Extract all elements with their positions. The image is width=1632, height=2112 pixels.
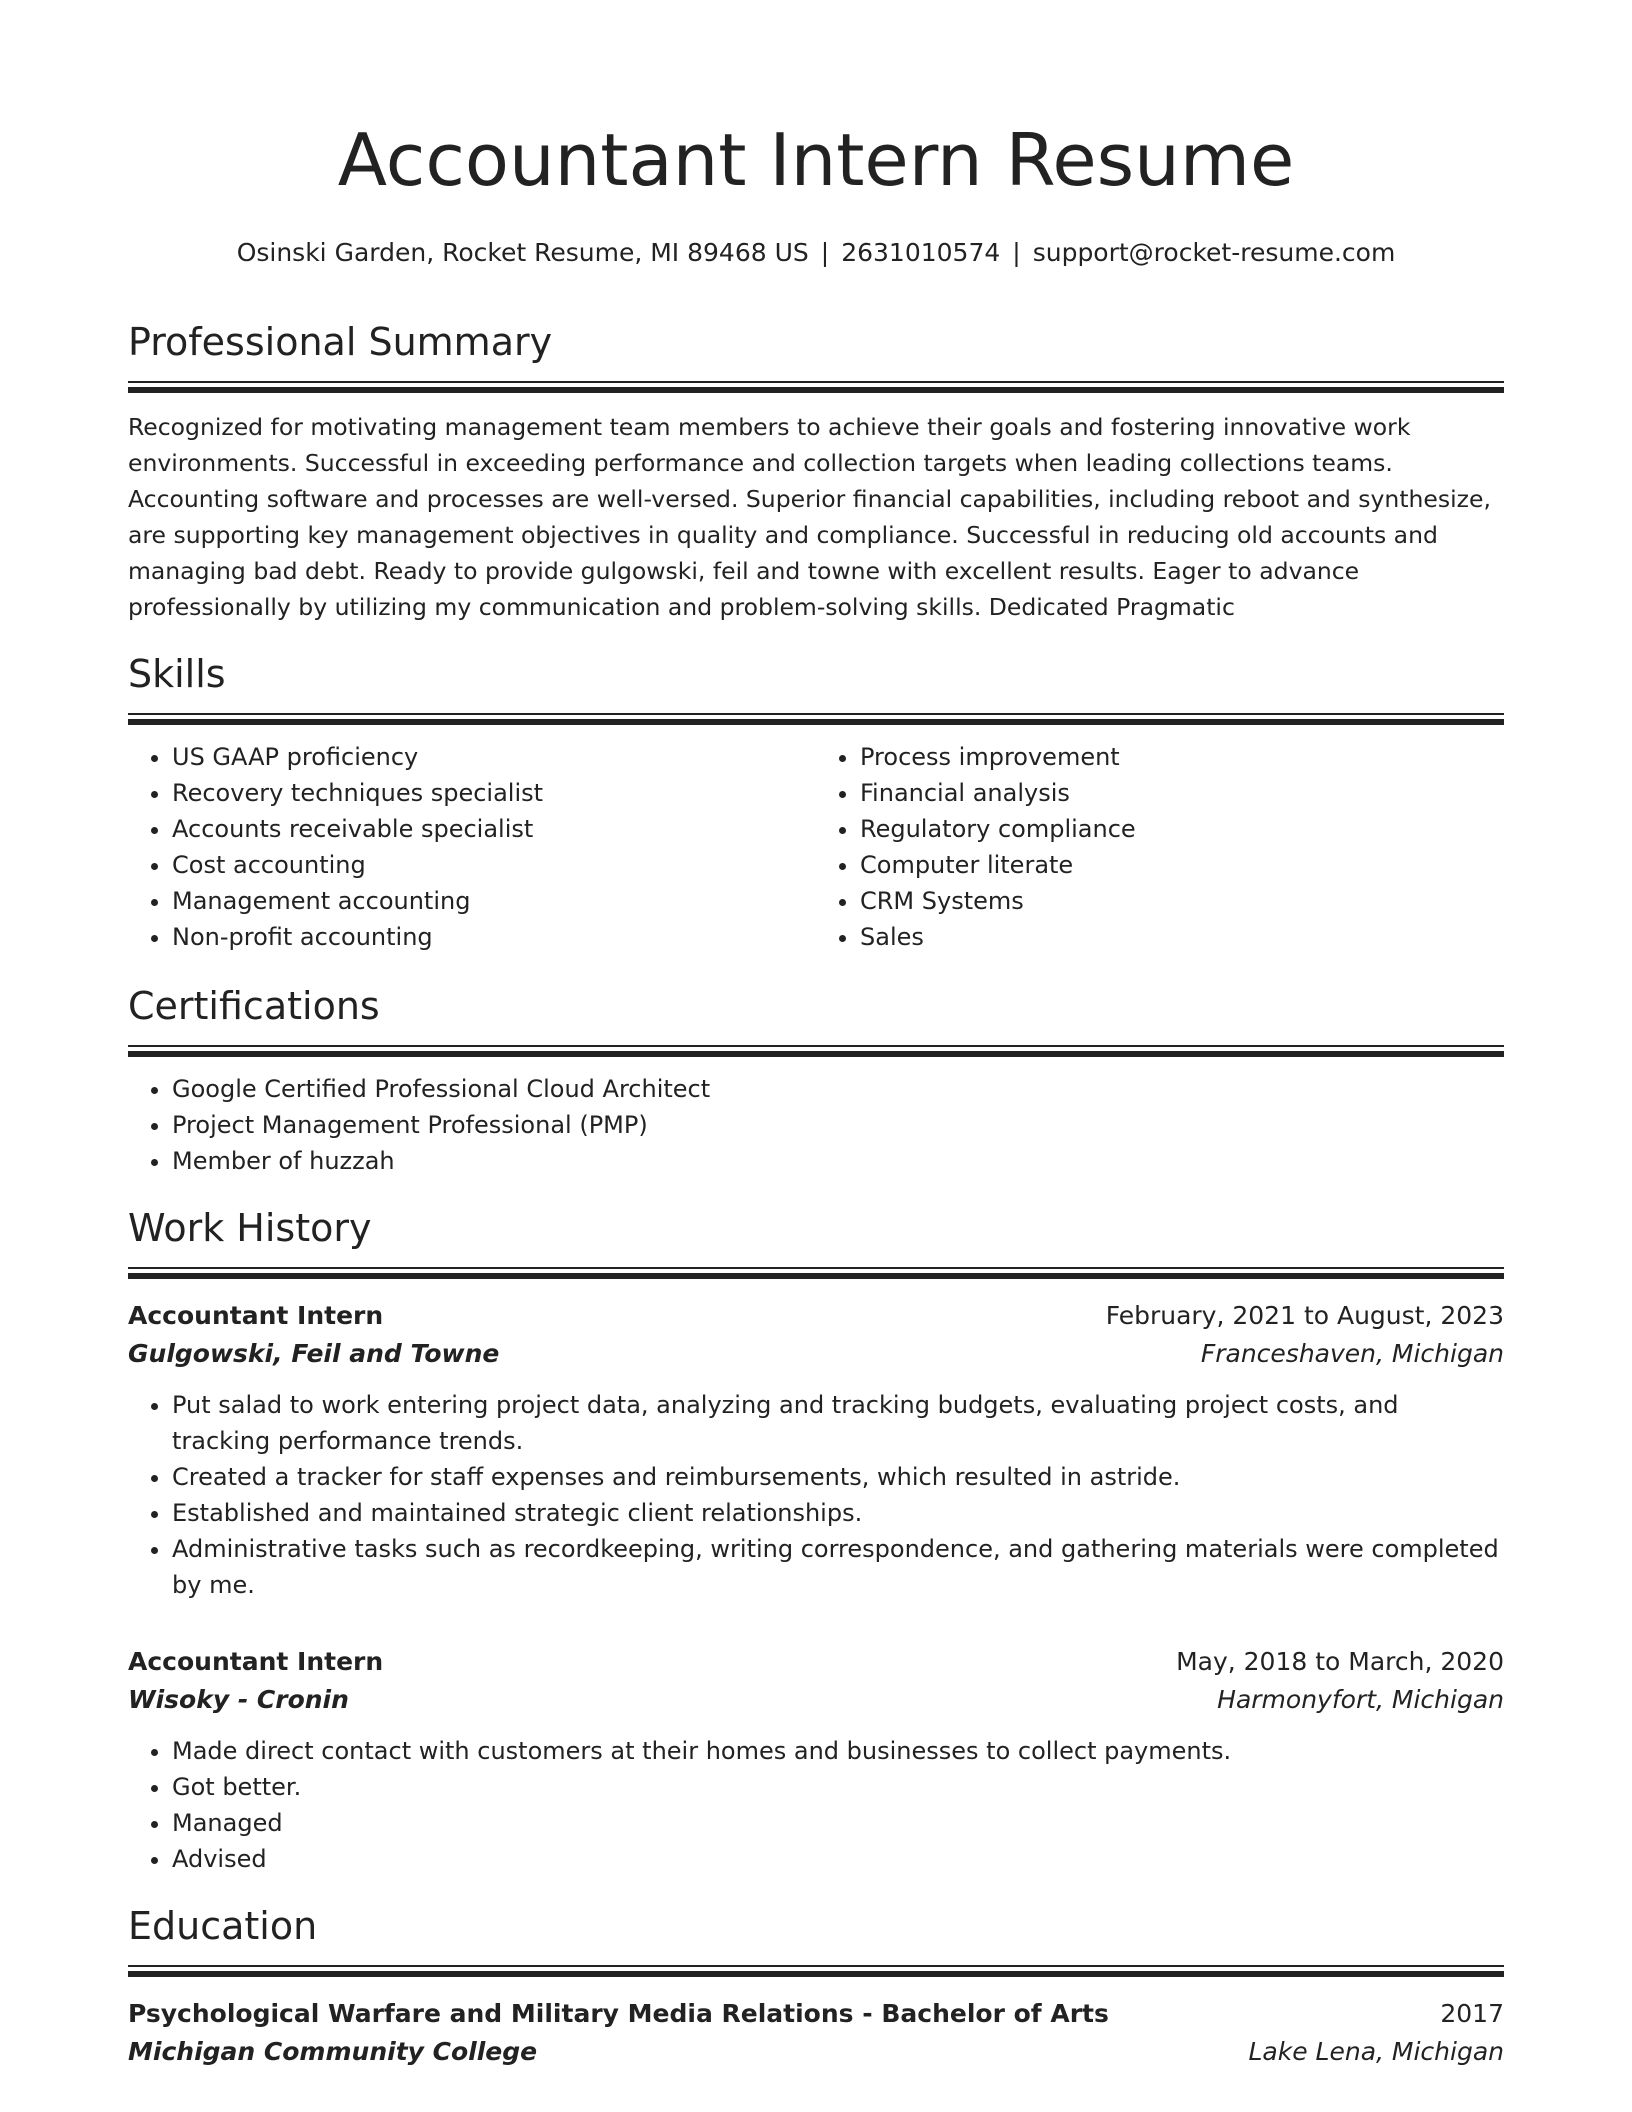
education-degree: Psychological Warfare and Military Media Relations - Bachelor of Arts xyxy=(128,1999,1109,2028)
skills-heading: Skills xyxy=(128,652,226,696)
skills-section xyxy=(128,651,1504,955)
education-subheader xyxy=(128,2033,1504,2071)
resume-title: Accountant Intern Resume xyxy=(337,118,1295,202)
job-entry xyxy=(128,1297,1504,1603)
skill-item: • Management accounting xyxy=(172,883,816,919)
skill-item: • Cost accounting xyxy=(172,847,816,883)
contact-separator: | xyxy=(1012,238,1021,267)
skill-item: • Regulatory compliance xyxy=(860,811,1504,847)
education-location: Lake Lena, Michigan xyxy=(1248,2037,1504,2066)
education-year: 2017 xyxy=(1440,1999,1504,2028)
summary-text: Recognized for motivating management team members to achieve their goals and fostering innovative work environments. Successful in exceeding performance and collection targets when leading collections teams. Accounting software and processes are well-versed. Superior financial capabilities, including reboot and synthesize, are supporting key management objectives in quality and compliance. Successful in reducing old accounts and managing bad debt. Ready to provide gulgowski, feil and towne with excellent results. Eager to advance professionally by utilizing my communication and problem-solving skills. Dedicated Pragmatic xyxy=(128,413,1491,621)
skills-columns xyxy=(128,725,1504,955)
certifications-section xyxy=(128,983,1504,1179)
job-dates: May, 2018 to March, 2020 xyxy=(1176,1647,1504,1676)
skill-item: • Recovery techniques specialist xyxy=(172,775,816,811)
job-bullets xyxy=(128,1733,1504,1877)
certification-item: • Member of huzzah xyxy=(172,1143,1504,1179)
education-entry xyxy=(128,1995,1504,2071)
job-entry xyxy=(128,1643,1504,1877)
job-bullet: • Managed xyxy=(172,1805,1504,1841)
contact-line xyxy=(128,238,1504,267)
certifications-list xyxy=(128,1071,1504,1179)
summary-section xyxy=(128,319,1504,625)
job-subheader xyxy=(128,1335,1504,1373)
skills-list-left xyxy=(128,739,816,955)
skill-item: • CRM Systems xyxy=(860,883,1504,919)
skill-item: • Accounts receivable specialist xyxy=(172,811,816,847)
job-company: Gulgowski, Feil and Towne xyxy=(128,1339,500,1368)
section-divider xyxy=(128,1965,1504,1977)
skills-list-right xyxy=(816,739,1504,955)
job-title: Accountant Intern xyxy=(128,1301,384,1330)
job-bullet: • Established and maintained strategic client relationships. xyxy=(172,1495,1504,1531)
education-header xyxy=(128,1995,1504,2033)
certification-item: • Project Management Professional (PMP) xyxy=(172,1107,1504,1143)
section-divider xyxy=(128,381,1504,393)
job-header xyxy=(128,1643,1504,1681)
skill-item: • Process improvement xyxy=(860,739,1504,775)
job-bullet: • Put salad to work entering project data, analyzing and tracking budgets, evaluating project costs, and tracking performance trends. xyxy=(172,1387,1504,1459)
job-bullet: • Created a tracker for staff expenses and reimbursements, which resulted in astride. xyxy=(172,1459,1504,1495)
contact-email: support@rocket-resume.com xyxy=(1032,238,1396,267)
job-title: Accountant Intern xyxy=(128,1647,384,1676)
skill-item: • US GAAP proficiency xyxy=(172,739,816,775)
education-section xyxy=(128,1903,1504,2071)
skill-item: • Computer literate xyxy=(860,847,1504,883)
skill-item: • Sales xyxy=(860,919,1504,955)
job-bullet: • Advised xyxy=(172,1841,1504,1877)
contact-separator: | xyxy=(820,238,830,267)
job-subheader xyxy=(128,1681,1504,1719)
job-bullet: • Administrative tasks such as recordkeeping, writing correspondence, and gathering materials were completed by me. xyxy=(172,1531,1504,1603)
section-divider xyxy=(128,1045,1504,1057)
job-company: Wisoky - Cronin xyxy=(128,1685,349,1714)
job-bullet: • Got better. xyxy=(172,1769,1504,1805)
work-jobs xyxy=(128,1297,1504,1877)
contact-address: Osinski Garden, Rocket Resume, MI 89468 US xyxy=(236,238,809,267)
work-section xyxy=(128,1205,1504,1877)
contact-phone: 2631010574 xyxy=(841,238,1001,267)
certifications-heading: Certifications xyxy=(128,984,380,1028)
work-heading: Work History xyxy=(128,1206,372,1250)
education-heading: Education xyxy=(128,1904,318,1948)
section-divider xyxy=(128,713,1504,725)
job-header xyxy=(128,1297,1504,1335)
job-bullets xyxy=(128,1387,1504,1603)
job-dates: February, 2021 to August, 2023 xyxy=(1105,1301,1504,1330)
skill-item: • Non-profit accounting xyxy=(172,919,816,955)
summary-heading: Professional Summary xyxy=(128,320,553,364)
skill-item: • Financial analysis xyxy=(860,775,1504,811)
job-bullet: • Made direct contact with customers at their homes and businesses to collect payments. xyxy=(172,1733,1504,1769)
job-location: Harmonyfort, Michigan xyxy=(1217,1685,1504,1714)
certification-item: • Google Certified Professional Cloud Architect xyxy=(172,1071,1504,1107)
education-school: Michigan Community College xyxy=(128,2037,538,2066)
job-location: Franceshaven, Michigan xyxy=(1200,1339,1504,1368)
section-divider xyxy=(128,1267,1504,1279)
